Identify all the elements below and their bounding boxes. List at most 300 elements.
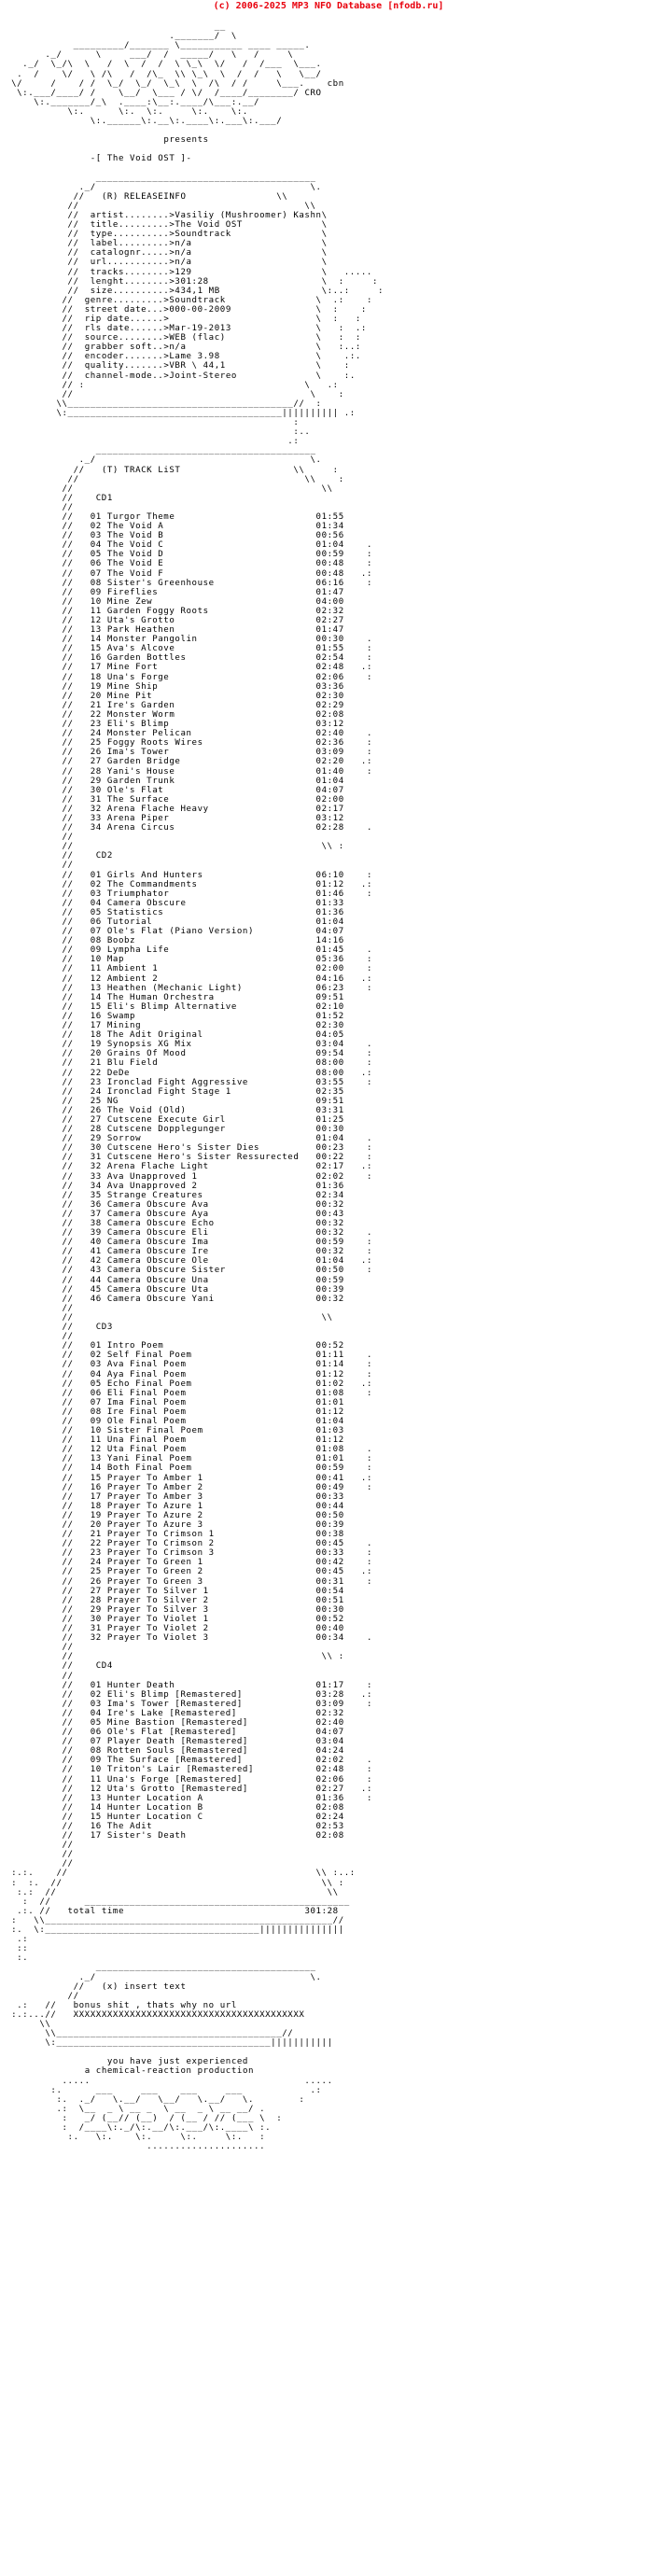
track-title: The Void A	[106, 522, 305, 532]
track-title: Camera Obscure Echo	[106, 1219, 305, 1228]
track-title: Prayer To Amber 3	[106, 1491, 305, 1502]
info-label: catalognr.....	[90, 248, 170, 259]
track-number: 17	[90, 1491, 102, 1502]
track-title: Prayer To Azure 1	[106, 1501, 305, 1511]
track-title: Prayer To Amber 1	[106, 1473, 305, 1483]
track-number: 12	[90, 616, 102, 625]
info-value: >000-00-2009	[163, 304, 316, 315]
track-number: 25	[90, 1096, 102, 1106]
track-title: Ire's Garden	[106, 700, 305, 710]
track-length: 01:04	[315, 1134, 344, 1144]
track-length: 02:48	[315, 663, 344, 673]
track-title: Ole's Flat [Remastered]	[106, 1728, 305, 1738]
track-number: 12	[90, 1445, 102, 1455]
track-length: 01:45	[315, 945, 344, 956]
track-title: Mining	[106, 1021, 305, 1031]
track-title: Mine Ship	[106, 681, 305, 692]
track-number: 29	[90, 1134, 102, 1144]
track-length: 01:04	[315, 1256, 344, 1267]
track-length: 01:34	[315, 522, 344, 532]
track-number: 06	[90, 917, 102, 927]
track-length: 05:36	[315, 955, 344, 965]
track-length: 02:06	[315, 1774, 344, 1785]
track-length: 02:08	[315, 1831, 344, 1841]
track-number: 03	[90, 1699, 102, 1709]
track-length: 00:52	[315, 1341, 344, 1351]
track-length: 01:04	[315, 776, 344, 786]
track-length: 02:00	[315, 964, 344, 974]
track-title: Aya Final Poem	[106, 1369, 305, 1379]
track-length: 00:43	[315, 1209, 344, 1219]
disc-label: CD3	[95, 1323, 113, 1333]
track-length: 03:09	[315, 748, 344, 758]
track-length: 00:51	[315, 1595, 344, 1605]
track-number: 07	[90, 927, 102, 937]
info-label: artist........	[90, 210, 170, 220]
track-length: 02:08	[315, 709, 344, 720]
track-title: Prayer To Green 1	[106, 1558, 305, 1568]
track-title: Arena Flache Heavy	[106, 804, 305, 814]
track-number: 22	[90, 709, 102, 720]
track-title: Monster Pangolin	[106, 635, 305, 645]
info-value: >	[163, 315, 316, 324]
track-number: 23	[90, 1077, 102, 1087]
track-number: 30	[90, 1614, 102, 1624]
disc-label: CD1	[95, 493, 113, 503]
track-number: 11	[90, 964, 102, 974]
insert-filler: XXXXXXXXXXXXXXXXXXXXXXXXXXXXXXXXXXXXXXXXX	[73, 2009, 305, 2020]
track-number: 08	[90, 1746, 102, 1757]
track-title: Eli's Blimp [Remastered]	[106, 1689, 305, 1700]
track-number: 10	[90, 596, 102, 607]
track-number: 35	[90, 1190, 102, 1200]
track-number: 40	[90, 1238, 102, 1248]
track-length: 02:36	[315, 738, 344, 749]
track-length: 00:32	[315, 1228, 344, 1239]
track-title: The Surface	[106, 794, 305, 805]
info-label: url...........	[90, 258, 170, 268]
track-number: 21	[90, 1058, 102, 1069]
track-title: Girls And Hunters	[106, 870, 305, 880]
track-length: 00:30	[315, 1604, 344, 1615]
track-title: Hunter Location A	[106, 1793, 305, 1803]
track-title: Grains Of Mood	[106, 1049, 305, 1059]
track-number: 32	[90, 804, 102, 814]
info-value: >VBR \ 44,1	[163, 361, 316, 371]
track-length: 03:09	[315, 1699, 344, 1709]
track-length: 03:36	[315, 681, 344, 692]
track-number: 09	[90, 945, 102, 956]
track-number: 07	[90, 1397, 102, 1407]
track-title: Camera Obscure Eli	[106, 1228, 305, 1239]
track-title: Camera Obscure Una	[106, 1275, 305, 1285]
track-title: Eli's Blimp	[106, 720, 305, 730]
track-number: 14	[90, 1463, 102, 1474]
track-title: The Void E	[106, 559, 305, 569]
track-number: 05	[90, 1379, 102, 1389]
track-length: 01:55	[315, 511, 344, 522]
track-number: 08	[90, 936, 102, 946]
track-number: 19	[90, 1040, 102, 1050]
track-number: 28	[90, 1595, 102, 1605]
track-length: 09:54	[315, 1049, 344, 1059]
track-length: 04:16	[315, 973, 344, 984]
track-length: 00:59	[315, 1238, 344, 1248]
track-number: 20	[90, 1049, 102, 1059]
track-number: 10	[90, 1765, 102, 1775]
track-length: 00:44	[315, 1501, 344, 1511]
info-label: label.........	[90, 239, 170, 249]
track-title: Camera Obscure Ima	[106, 1238, 305, 1248]
track-title: Ambient 2	[106, 973, 305, 984]
track-title: Eli Final Poem	[106, 1388, 305, 1398]
track-length: 06:23	[315, 983, 344, 993]
track-number: 18	[90, 672, 102, 682]
insert-heading: (x) insert text	[101, 1981, 187, 1992]
track-title: DeDe	[106, 1068, 305, 1078]
info-label: quality.......	[84, 361, 164, 371]
track-length: 00:38	[315, 1530, 344, 1540]
track-title: Turgor Theme	[106, 511, 305, 522]
presents-label: presents	[163, 135, 209, 146]
info-value: >WEB (flac)	[163, 333, 316, 343]
track-length: 01:03	[315, 1426, 344, 1436]
track-number: 12	[90, 1784, 102, 1794]
info-label: size..........	[90, 286, 170, 296]
track-number: 22	[90, 1068, 102, 1078]
track-number: 17	[90, 663, 102, 673]
track-length: 01:12	[315, 1435, 344, 1446]
track-title: Garden Foggy Roots	[106, 606, 305, 616]
track-length: 00:49	[315, 1482, 344, 1492]
track-number: 04	[90, 540, 102, 551]
track-title: Prayer To Violet 1	[106, 1614, 305, 1624]
track-number: 15	[90, 1473, 102, 1483]
track-title: Hunter Location B	[106, 1802, 305, 1813]
track-length: 01:47	[315, 625, 344, 636]
track-title: Ole's Flat (Piano Version)	[106, 927, 305, 937]
track-title: Prayer To Silver 1	[106, 1586, 305, 1596]
track-length: 02:29	[315, 700, 344, 710]
track-number: 24	[90, 1086, 102, 1097]
track-length: 01:17	[315, 1680, 344, 1690]
track-title: Arena Circus	[106, 823, 305, 833]
insert-line: bonus shit , thats why no url	[73, 2000, 237, 2010]
track-number: 34	[90, 823, 102, 833]
track-number: 06	[90, 1388, 102, 1398]
track-length: 01:08	[315, 1445, 344, 1455]
track-length: 02:27	[315, 616, 344, 625]
track-title: Hunter Death	[106, 1680, 305, 1690]
track-number: 21	[90, 1530, 102, 1540]
track-length: 00:39	[315, 1284, 344, 1295]
track-title: Uta Final Poem	[106, 1445, 305, 1455]
releaseinfo-heading: (R) RELEASEINFO	[101, 191, 187, 202]
track-title: Self Final Poem	[106, 1351, 305, 1361]
track-number: 14	[90, 992, 102, 1002]
track-title: Una's Forge	[106, 672, 305, 682]
track-length: 02:02	[315, 1756, 344, 1766]
track-number: 06	[90, 1728, 102, 1738]
track-title: Prayer To Silver 2	[106, 1595, 305, 1605]
track-number: 11	[90, 1774, 102, 1785]
info-value: >n/a	[163, 343, 316, 353]
track-length: 03:04	[315, 1040, 344, 1050]
track-number: 31	[90, 794, 102, 805]
track-length: 01:12	[315, 1407, 344, 1417]
track-length: 02:00	[315, 794, 344, 805]
track-title: Una's Forge [Remastered]	[106, 1774, 305, 1785]
track-title: Synopsis XG Mix	[106, 1040, 305, 1050]
track-number: 21	[90, 700, 102, 710]
track-title: Uta's Grotto [Remastered]	[106, 1784, 305, 1794]
track-title: Camera Obscure Sister	[106, 1266, 305, 1276]
track-length: 00:30	[315, 1125, 344, 1135]
track-title: Yani Final Poem	[106, 1454, 305, 1464]
track-number: 02	[90, 1689, 102, 1700]
track-title: Cutscene Hero's Sister Ressurected	[106, 1153, 305, 1163]
track-title: Arena Piper	[106, 813, 305, 823]
track-number: 46	[90, 1294, 102, 1304]
track-title: Prayer To Green 3	[106, 1576, 305, 1587]
track-title: Garden Bridge	[106, 757, 305, 767]
track-title: Echo Final Poem	[106, 1379, 305, 1389]
track-length: 02:06	[315, 672, 344, 682]
track-title: Garden Bottles	[106, 653, 305, 664]
info-label: source........	[84, 333, 164, 343]
track-length: 01:12	[315, 1369, 344, 1379]
track-length: 00:45	[315, 1539, 344, 1549]
info-value: >n/a	[169, 248, 322, 259]
track-length: 02:02	[315, 1171, 344, 1182]
track-number: 33	[90, 1171, 102, 1182]
info-label: rip date......	[84, 315, 164, 324]
track-number: 07	[90, 568, 102, 579]
track-title: Player Death [Remastered]	[106, 1737, 305, 1747]
track-length: 02:24	[315, 1812, 344, 1822]
track-number: 01	[90, 870, 102, 880]
track-title: The Human Orchestra	[106, 992, 305, 1002]
track-length: 08:00	[315, 1068, 344, 1078]
track-number: 13	[90, 1454, 102, 1464]
track-title: Sister Final Poem	[106, 1426, 305, 1436]
track-length: 01:12	[315, 879, 344, 889]
track-number: 14	[90, 1802, 102, 1813]
track-length: 02:08	[315, 1802, 344, 1813]
track-length: 01:36	[315, 907, 344, 917]
track-length: 03:31	[315, 1105, 344, 1115]
track-length: 04:07	[315, 785, 344, 795]
total-time: 301:28	[304, 1906, 339, 1916]
track-title: The Adit	[106, 1822, 305, 1831]
track-length: 00:31	[315, 1576, 344, 1587]
track-number: 08	[90, 1407, 102, 1417]
info-value: >n/a	[169, 239, 322, 249]
track-title: Ima Final Poem	[106, 1397, 305, 1407]
track-title: The Void C	[106, 540, 305, 551]
track-length: 01:36	[315, 1181, 344, 1191]
track-length: 06:16	[315, 578, 344, 588]
track-title: The Void (Old)	[106, 1105, 305, 1115]
track-length: 00:32	[315, 1247, 344, 1257]
track-number: 41	[90, 1247, 102, 1257]
info-value: >434,1 MB	[169, 286, 322, 296]
track-length: 00:42	[315, 1558, 344, 1568]
track-length: 02:32	[315, 606, 344, 616]
track-title: Prayer To Violet 2	[106, 1624, 305, 1634]
track-length: 00:23	[315, 1143, 344, 1154]
track-length: 01:55	[315, 644, 344, 654]
track-title: Cutscene Hero's Sister Dies	[106, 1143, 305, 1154]
track-title: Sister's Death	[106, 1831, 305, 1841]
track-title: Ole's Flat	[106, 785, 305, 795]
track-number: 17	[90, 1831, 102, 1841]
track-number: 34	[90, 1181, 102, 1191]
track-length: 04:07	[315, 1728, 344, 1738]
track-number: 28	[90, 1125, 102, 1135]
track-title: The Void F	[106, 568, 305, 579]
track-length: 00:45	[315, 1567, 344, 1577]
track-number: 45	[90, 1284, 102, 1295]
logo-crew-tag: CRO	[304, 88, 322, 98]
track-number: 11	[90, 606, 102, 616]
track-length: 06:10	[315, 870, 344, 880]
track-length: 09:51	[315, 1096, 344, 1106]
info-label: encoder.......	[84, 352, 164, 362]
track-title: Una Final Poem	[106, 1435, 305, 1446]
track-title: Camera Obscure Ava	[106, 1199, 305, 1210]
track-number: 09	[90, 1756, 102, 1766]
track-number: 26	[90, 1105, 102, 1115]
tracklist-heading: (T) TRACK LiST	[101, 465, 181, 475]
release-title: -[ The Void OST ]-	[90, 154, 192, 164]
track-length: 02:30	[315, 691, 344, 701]
track-number: 30	[90, 1143, 102, 1154]
track-number: 04	[90, 1369, 102, 1379]
track-length: 00:50	[315, 1510, 344, 1520]
disc-label: CD2	[95, 851, 113, 861]
track-number: 01	[90, 1680, 102, 1690]
track-length: 02:40	[315, 729, 344, 739]
track-number: 26	[90, 748, 102, 758]
track-number: 18	[90, 1501, 102, 1511]
track-number: 31	[90, 1624, 102, 1634]
track-length: 01:25	[315, 1114, 344, 1125]
track-number: 16	[90, 1822, 102, 1831]
info-value: >Joint-Stereo	[163, 371, 316, 381]
track-title: Tutorial	[106, 917, 305, 927]
track-length: 01:40	[315, 766, 344, 777]
footer-line-2: a chemical-reaction production	[84, 2066, 255, 2077]
track-title: Prayer To Crimson 3	[106, 1548, 305, 1559]
track-length: 00:30	[315, 635, 344, 645]
track-length: 04:24	[315, 1746, 344, 1757]
track-title: Prayer To Violet 3	[106, 1633, 305, 1644]
info-label: genre.........	[84, 295, 164, 305]
track-number: 05	[90, 907, 102, 917]
track-length: 04:07	[315, 927, 344, 937]
track-title: The Adit Original	[106, 1030, 305, 1041]
track-length: 01:36	[315, 1793, 344, 1803]
track-length: 00:54	[315, 1586, 344, 1596]
track-title: Triumphator	[106, 889, 305, 899]
track-number: 20	[90, 1520, 102, 1530]
track-title: Fireflies	[106, 587, 305, 597]
track-title: Garden Trunk	[106, 776, 305, 786]
track-length: 01:46	[315, 889, 344, 899]
track-number: 16	[90, 1482, 102, 1492]
track-number: 12	[90, 973, 102, 984]
track-length: 02:32	[315, 1708, 344, 1718]
info-value: >The Void OST	[169, 220, 322, 231]
track-title: Camera Obscure Ire	[106, 1247, 305, 1257]
info-label: grabber soft..	[84, 343, 164, 353]
track-length: 01:14	[315, 1360, 344, 1370]
track-title: Arena Flache Light	[106, 1162, 305, 1172]
track-title: Both Final Poem	[106, 1463, 305, 1474]
track-number: 02	[90, 1351, 102, 1361]
track-length: 01:52	[315, 1011, 344, 1021]
track-number: 27	[90, 757, 102, 767]
track-title: Mine Pit	[106, 691, 305, 701]
track-number: 27	[90, 1114, 102, 1125]
track-title: Prayer To Crimson 1	[106, 1530, 305, 1540]
info-value: >Mar-19-2013	[163, 324, 316, 334]
track-length: 00:39	[315, 1520, 344, 1530]
track-title: Map	[106, 955, 305, 965]
track-number: 19	[90, 681, 102, 692]
track-title: Ima's Tower	[106, 748, 305, 758]
track-length: 01:47	[315, 587, 344, 597]
track-length: 02:17	[315, 1162, 344, 1172]
track-number: 19	[90, 1510, 102, 1520]
track-title: Ire's Lake [Remastered]	[106, 1708, 305, 1718]
track-number: 32	[90, 1633, 102, 1644]
track-title: Mine Bastion [Remastered]	[106, 1717, 305, 1728]
disc-label: CD4	[95, 1661, 113, 1672]
track-title: Camera Obscure Aya	[106, 1209, 305, 1219]
track-title: Swamp	[106, 1011, 305, 1021]
track-number: 03	[90, 889, 102, 899]
track-title: NG	[106, 1096, 305, 1106]
track-length: 01:01	[315, 1454, 344, 1464]
site-header: (c) 2006-2025 MP3 NFO Database [nfodb.ru]	[213, 1, 444, 11]
track-length: 00:40	[315, 1624, 344, 1634]
track-number: 04	[90, 1708, 102, 1718]
track-number: 16	[90, 1011, 102, 1021]
track-title: Camera Obscure Yani	[106, 1294, 305, 1304]
track-number: 39	[90, 1228, 102, 1239]
track-length: 00:41	[315, 1473, 344, 1483]
track-title: Park Heathen	[106, 625, 305, 636]
track-number: 01	[90, 511, 102, 522]
track-number: 22	[90, 1539, 102, 1549]
track-title: Ambient 1	[106, 964, 305, 974]
track-title: Camera Obscure	[106, 898, 305, 908]
track-number: 15	[90, 1001, 102, 1012]
track-title: Mine Zew	[106, 596, 305, 607]
track-number: 14	[90, 635, 102, 645]
track-number: 32	[90, 1162, 102, 1172]
track-length: 01:04	[315, 1416, 344, 1426]
track-title: Uta's Grotto	[106, 616, 305, 625]
track-title: Cutscene Execute Girl	[106, 1114, 305, 1125]
track-title: Ima's Tower [Remastered]	[106, 1699, 305, 1709]
track-length: 02:27	[315, 1784, 344, 1794]
track-number: 05	[90, 550, 102, 560]
track-title: Ironclad Fight Aggressive	[106, 1077, 305, 1087]
info-value: >Soundtrack	[169, 230, 322, 240]
